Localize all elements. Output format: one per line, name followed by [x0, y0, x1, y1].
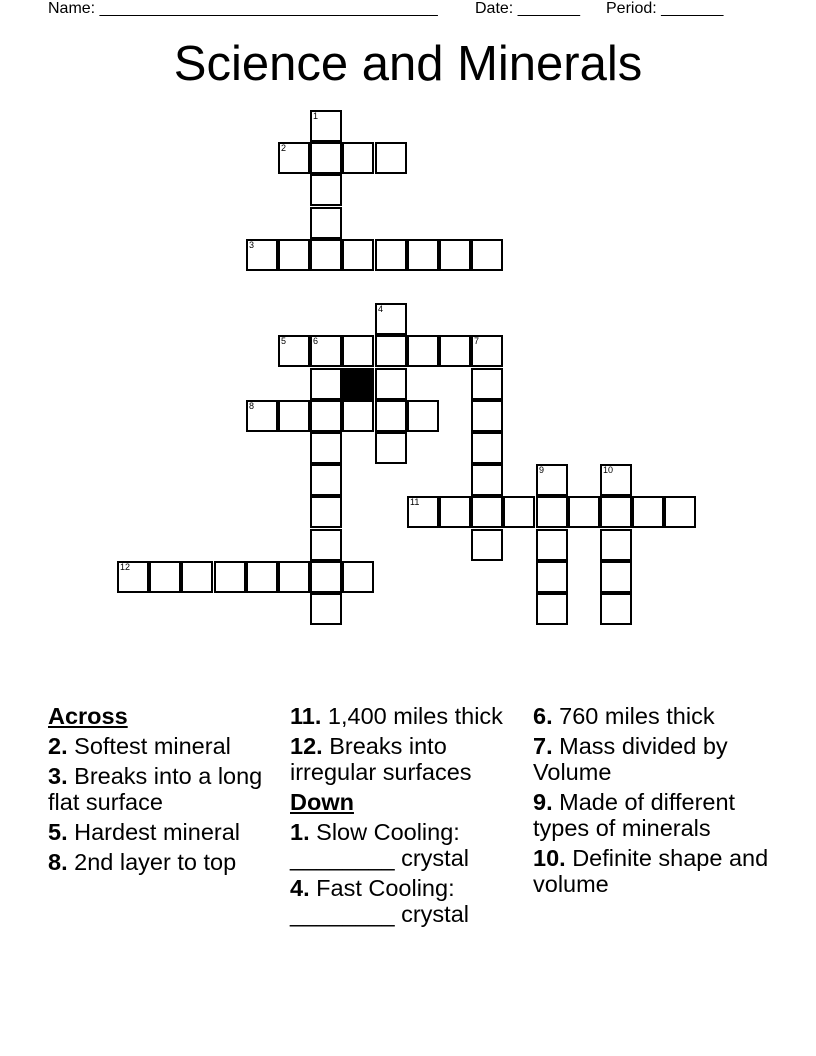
- grid-cell[interactable]: [471, 464, 503, 496]
- grid-cell[interactable]: [246, 239, 278, 271]
- grid-cell[interactable]: [600, 496, 632, 528]
- clue-text: Softest mineral: [74, 733, 231, 759]
- clue-text: 2nd layer to top: [74, 849, 237, 875]
- grid-cell[interactable]: [439, 239, 471, 271]
- down-clue: [533, 845, 773, 897]
- name-field-label: Name: ______________________________________: [48, 0, 438, 17]
- clue-text: 760 miles thick: [559, 703, 715, 729]
- grid-cell[interactable]: [278, 400, 310, 432]
- cell-number: 5: [281, 336, 287, 346]
- grid-cell[interactable]: [278, 142, 310, 174]
- period-field-label: Period: _______: [606, 0, 724, 17]
- grid-cell[interactable]: [310, 529, 342, 561]
- grid-cell[interactable]: [536, 496, 568, 528]
- across-clue: [290, 733, 525, 785]
- clues-column-3: [533, 703, 773, 901]
- grid-cell[interactable]: [342, 239, 374, 271]
- down-clue: [533, 703, 773, 729]
- clue-number: 6.: [533, 703, 553, 729]
- clue-text: Mass divided by Volume: [533, 733, 728, 785]
- grid-cell[interactable]: [407, 239, 439, 271]
- down-heading: Down: [290, 789, 354, 815]
- clue-number: 2.: [48, 733, 68, 759]
- across-clue: [48, 819, 280, 845]
- grid-cell[interactable]: [664, 496, 696, 528]
- grid-cell[interactable]: [310, 335, 342, 367]
- cell-number: 6: [313, 336, 319, 346]
- down-clue: [290, 819, 525, 871]
- page-title: Science and Minerals: [173, 37, 643, 91]
- cell-number: 1: [313, 111, 319, 121]
- grid-cell[interactable]: [471, 335, 503, 367]
- clue-number: 12.: [290, 733, 323, 759]
- grid-cell[interactable]: [439, 496, 471, 528]
- clues-column-1: [48, 703, 280, 879]
- down-clue: [290, 875, 525, 927]
- clue-number: 10.: [533, 845, 566, 871]
- down-clue: [533, 733, 773, 785]
- grid-cell[interactable]: [310, 400, 342, 432]
- grid-cell[interactable]: [149, 561, 181, 593]
- grid-cell[interactable]: [310, 464, 342, 496]
- grid-cell[interactable]: [536, 464, 568, 496]
- grid-cell[interactable]: [375, 432, 407, 464]
- across-clue: [48, 849, 280, 875]
- grid-cell[interactable]: [181, 561, 213, 593]
- grid-cell[interactable]: [342, 400, 374, 432]
- clues-column-2: [290, 703, 525, 931]
- across-clue: [48, 733, 280, 759]
- grid-cell[interactable]: [407, 335, 439, 367]
- clue-number: 7.: [533, 733, 553, 759]
- grid-cell[interactable]: [278, 335, 310, 367]
- grid-cell[interactable]: [375, 142, 407, 174]
- blocked-cell: [342, 368, 374, 400]
- clue-text: Slow Cooling: ________ crystal: [290, 819, 469, 871]
- grid-cell[interactable]: [310, 561, 342, 593]
- grid-cell[interactable]: [246, 561, 278, 593]
- grid-cell[interactable]: [600, 464, 632, 496]
- grid-cell[interactable]: [375, 400, 407, 432]
- grid-cell[interactable]: [310, 368, 342, 400]
- grid-cell[interactable]: [375, 239, 407, 271]
- clue-text: Breaks into a long flat surface: [48, 763, 263, 815]
- grid-cell[interactable]: [310, 174, 342, 206]
- clue-text: Breaks into irregular surfaces: [290, 733, 472, 785]
- grid-cell[interactable]: [407, 400, 439, 432]
- grid-cell[interactable]: [342, 142, 374, 174]
- grid-cell[interactable]: [342, 335, 374, 367]
- grid-cell[interactable]: [471, 400, 503, 432]
- grid-cell[interactable]: [310, 207, 342, 239]
- date-field-label: Date: _______: [475, 0, 580, 17]
- grid-cell[interactable]: [375, 303, 407, 335]
- grid-cell[interactable]: [246, 400, 278, 432]
- cell-number: 12: [120, 562, 131, 572]
- across-clue: [48, 763, 280, 815]
- clue-number: 9.: [533, 789, 553, 815]
- clue-number: 3.: [48, 763, 68, 789]
- grid-cell[interactable]: [117, 561, 149, 593]
- grid-cell[interactable]: [600, 529, 632, 561]
- down-clue: [533, 789, 773, 841]
- grid-cell[interactable]: [536, 593, 568, 625]
- grid-cell[interactable]: [375, 368, 407, 400]
- clue-text: 1,400 miles thick: [327, 703, 503, 729]
- grid-cell[interactable]: [503, 496, 535, 528]
- grid-cell[interactable]: [310, 239, 342, 271]
- clue-number: 5.: [48, 819, 68, 845]
- grid-cell[interactable]: [471, 239, 503, 271]
- clue-number: 11.: [290, 703, 322, 729]
- cell-number: 8: [249, 401, 255, 411]
- grid-cell[interactable]: [439, 335, 471, 367]
- grid-cell[interactable]: [310, 142, 342, 174]
- grid-cell[interactable]: [278, 561, 310, 593]
- clue-text: Hardest mineral: [74, 819, 241, 845]
- grid-cell[interactable]: [471, 529, 503, 561]
- grid-cell[interactable]: [214, 561, 246, 593]
- across-clue: [290, 703, 525, 729]
- grid-cell[interactable]: [536, 529, 568, 561]
- grid-cell[interactable]: [375, 335, 407, 367]
- grid-cell[interactable]: [310, 110, 342, 142]
- cell-number: 4: [378, 304, 384, 314]
- cell-number: 3: [249, 240, 255, 250]
- across-heading: Across: [48, 703, 128, 729]
- cell-number: 11: [410, 497, 420, 507]
- grid-cell[interactable]: [407, 496, 439, 528]
- clue-number: 4.: [290, 875, 310, 901]
- grid-cell[interactable]: [310, 432, 342, 464]
- clue-text: Fast Cooling: ________ crystal: [290, 875, 469, 927]
- clue-text: Made of different types of minerals: [533, 789, 736, 841]
- cell-number: 9: [539, 465, 545, 475]
- grid-cell[interactable]: [600, 593, 632, 625]
- grid-cell[interactable]: [471, 496, 503, 528]
- grid-cell[interactable]: [471, 368, 503, 400]
- grid-cell[interactable]: [536, 561, 568, 593]
- grid-cell[interactable]: [310, 496, 342, 528]
- clue-number: 8.: [48, 849, 68, 875]
- cell-number: 10: [603, 465, 614, 475]
- grid-cell[interactable]: [310, 593, 342, 625]
- clue-number: 1.: [290, 819, 310, 845]
- grid-cell[interactable]: [278, 239, 310, 271]
- grid-cell[interactable]: [600, 561, 632, 593]
- cell-number: 7: [474, 336, 480, 346]
- grid-cell[interactable]: [471, 432, 503, 464]
- grid-cell[interactable]: [342, 561, 374, 593]
- grid-cell[interactable]: [632, 496, 664, 528]
- cell-number: 2: [281, 143, 287, 153]
- clue-text: Definite shape and volume: [533, 845, 769, 897]
- grid-cell[interactable]: [568, 496, 600, 528]
